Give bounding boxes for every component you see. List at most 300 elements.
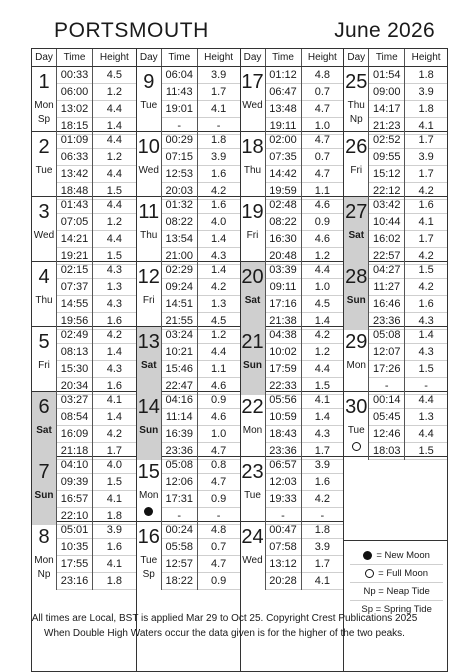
tide-height: 0.8	[198, 457, 240, 474]
tide-height: 4.3	[93, 296, 136, 313]
tide-table	[31, 48, 448, 672]
day-column	[240, 49, 344, 671]
tide-time: 11:27	[369, 279, 404, 296]
tide-time: 16:57	[57, 491, 92, 508]
tide-time: 21:00	[162, 248, 197, 265]
tide-time: 06:04	[162, 67, 197, 84]
tide-time: 16:09	[57, 426, 92, 443]
tide-time: 08:54	[57, 409, 92, 426]
tide-time: 23:36	[369, 313, 404, 330]
day-row	[137, 67, 240, 132]
heights-cell	[197, 457, 240, 525]
tide-height: 1.3	[93, 279, 136, 296]
day-row	[32, 522, 136, 587]
tide-height: 1.2	[93, 149, 136, 166]
day-number: 18	[241, 136, 264, 158]
tide-height: 3.9	[198, 67, 240, 84]
tide-height: 1.4	[405, 327, 447, 344]
day-number: 29	[345, 331, 368, 353]
tide-time: 02:49	[57, 327, 92, 344]
tide-height: 1.7	[302, 556, 344, 573]
heights-cell	[197, 522, 240, 590]
weekday: Sat	[348, 230, 365, 241]
column-header	[32, 49, 136, 67]
tide-time: 22:12	[369, 183, 404, 200]
tide-height: 0.9	[198, 392, 240, 409]
tide-time: 00:24	[162, 522, 197, 539]
tide-time: 10:44	[369, 214, 404, 231]
tide-time: 02:52	[369, 132, 404, 149]
tide-time: 13:12	[266, 556, 301, 573]
day-cell	[32, 67, 56, 135]
tide-time: 11:14	[162, 409, 197, 426]
day-row	[344, 392, 447, 457]
tide-time: 12:03	[266, 474, 301, 491]
weekday: Sun	[346, 295, 366, 306]
heights-cell	[92, 262, 136, 330]
weekday: Sun	[139, 425, 159, 436]
tide-time: 07:58	[266, 539, 301, 556]
weekday: Mon	[242, 425, 263, 436]
day-number: 28	[345, 266, 368, 288]
weekday: Tue	[347, 425, 365, 436]
tide-time: 18:43	[266, 426, 301, 443]
tide-time: 16:30	[266, 231, 301, 248]
day-cell	[137, 262, 161, 330]
tide-height: 1.6	[93, 313, 136, 330]
tide-height: 0.9	[302, 214, 344, 231]
tide-height: 4.7	[302, 166, 344, 183]
month-title: June 2026	[334, 19, 435, 42]
tide-time: 06:33	[57, 149, 92, 166]
tide-height: 1.4	[302, 313, 344, 330]
tide-time: 04:38	[266, 327, 301, 344]
times-cell	[265, 67, 301, 135]
tide-time: 02:00	[266, 132, 301, 149]
tide-height: 4.4	[405, 392, 447, 409]
times-cell	[265, 457, 301, 525]
tide-height: 1.5	[93, 183, 136, 200]
day-cell	[241, 132, 265, 200]
day-row	[344, 262, 447, 327]
column-header-time: Time	[368, 49, 404, 66]
tide-time: 19:21	[57, 248, 92, 265]
tide-height: 1.7	[405, 166, 447, 183]
tide-height: 4.7	[198, 474, 240, 491]
tide-time: 12:06	[162, 474, 197, 491]
day-number: 25	[345, 71, 368, 93]
tide-time: 17:55	[57, 556, 92, 573]
tide-time: 04:16	[162, 392, 197, 409]
weekday: Sun	[243, 360, 262, 371]
tide-height: 4.6	[302, 231, 344, 248]
tide-height: 4.1	[302, 573, 344, 590]
day-cell	[344, 67, 368, 135]
heights-cell	[197, 132, 240, 200]
tide-time: 10:59	[266, 409, 301, 426]
tide-height: 1.2	[93, 214, 136, 231]
column-header-height: Height	[92, 49, 136, 66]
tide-height: 4.8	[302, 67, 344, 84]
tide-time: 09:24	[162, 279, 197, 296]
tide-height: 4.7	[302, 101, 344, 118]
day-row	[241, 132, 344, 197]
times-cell	[56, 197, 92, 265]
full-moon-icon	[365, 569, 374, 578]
tide-height: 4.2	[302, 491, 344, 508]
tide-time: 23:36	[266, 443, 301, 460]
day-number: 15	[137, 461, 160, 483]
tide-time: 03:39	[266, 262, 301, 279]
place-title: PORTSMOUTH	[54, 19, 209, 42]
footer-note-double-high: When Double High Waters occur the data given is for the higher of the two peaks.	[44, 628, 405, 639]
day-row	[32, 67, 136, 132]
tide-height: 1.2	[198, 327, 240, 344]
tide-height: 1.5	[405, 443, 447, 460]
heights-cell	[301, 197, 344, 265]
day-number: 12	[137, 266, 160, 288]
tide-time: 06:00	[57, 84, 92, 101]
tide-height: 0.9	[198, 573, 240, 590]
tide-height: 4.5	[302, 296, 344, 313]
tide-height: 1.5	[93, 474, 136, 491]
tide-height: 4.7	[198, 443, 240, 460]
tide-time: 16:46	[369, 296, 404, 313]
day-number: 19	[241, 201, 264, 223]
day-row	[32, 132, 136, 197]
tide-height: 4.3	[405, 344, 447, 361]
times-cell	[161, 67, 197, 135]
column-header-height: Height	[197, 49, 240, 66]
tide-time: 18:22	[162, 573, 197, 590]
weekday: Wed	[242, 100, 263, 111]
tide-time: 22:10	[57, 508, 92, 525]
tide-time: 18:48	[57, 183, 92, 200]
tide-time: 22:47	[162, 378, 197, 395]
day-cell	[344, 197, 368, 265]
full-moon-icon	[352, 442, 361, 451]
tide-time: 05:08	[162, 457, 197, 474]
footer-note-bst: All times are Local, BST is applied Mar 29 to Oct 25. Copyright Crest Publications 2025	[31, 613, 418, 624]
tide-time: 19:59	[266, 183, 301, 200]
day-cell	[241, 392, 265, 460]
tide-time: 00:47	[266, 522, 301, 539]
tide-height: 4.7	[198, 556, 240, 573]
tide-height: 4.4	[405, 426, 447, 443]
tide-height: 4.1	[405, 118, 447, 135]
tide-height: 4.3	[198, 248, 240, 265]
tide-height: 4.8	[198, 522, 240, 539]
times-cell	[265, 522, 301, 590]
day-column	[136, 49, 240, 671]
heights-cell	[301, 327, 344, 395]
weekday: Fri	[350, 165, 363, 176]
day-row	[137, 457, 240, 522]
tide-height: 1.1	[302, 183, 344, 200]
tide-time: 15:30	[57, 361, 92, 378]
tide-height: 0.7	[302, 84, 344, 101]
tide-time: 17:26	[369, 361, 404, 378]
day-number: 10	[137, 136, 160, 158]
day-row	[137, 327, 240, 392]
tide-height: 1.8	[198, 132, 240, 149]
heights-cell	[197, 392, 240, 460]
tide-time: 14:55	[57, 296, 92, 313]
tide-time: 00:29	[162, 132, 197, 149]
tide-marker: Np	[349, 114, 363, 125]
weekday: Thu	[35, 295, 53, 306]
tide-height: 1.6	[405, 197, 447, 214]
day-cell	[32, 262, 56, 330]
tide-height: 4.0	[93, 457, 136, 474]
weekday: Mon	[34, 555, 54, 566]
tide-time: 13:54	[162, 231, 197, 248]
tide-height: 4.3	[302, 426, 344, 443]
legend-row-new-moon	[350, 547, 443, 565]
heights-cell	[197, 197, 240, 265]
tide-height: 4.1	[93, 556, 136, 573]
tide-height: 1.3	[405, 409, 447, 426]
weekday: Thu	[347, 100, 365, 111]
tide-height: 4.1	[93, 491, 136, 508]
times-cell	[265, 262, 301, 330]
tide-height: 0.9	[198, 491, 240, 508]
legend-text: Sp = Spring Tide	[361, 603, 432, 615]
day-cell	[241, 457, 265, 525]
day-number: 21	[241, 331, 264, 353]
column-header	[137, 49, 240, 67]
tide-height: 1.4	[198, 262, 240, 279]
tide-height: 4.4	[93, 166, 136, 183]
tide-height: 1.5	[93, 248, 136, 265]
day-row	[137, 132, 240, 197]
tide-height: 4.2	[405, 279, 447, 296]
legend-row-full-moon	[350, 565, 443, 583]
tide-height: 1.7	[93, 443, 136, 460]
day-column	[32, 49, 136, 671]
tide-height: 1.4	[93, 118, 136, 135]
tide-time: 05:01	[57, 522, 92, 539]
tide-time: 11:43	[162, 84, 197, 101]
tide-time: 18:03	[369, 443, 404, 460]
day-row	[32, 392, 136, 457]
tide-height: 4.3	[93, 262, 136, 279]
column-header-day: Day	[35, 52, 53, 63]
tide-height: -	[302, 508, 344, 525]
day-number: 8	[38, 526, 50, 548]
tide-time: 01:32	[162, 197, 197, 214]
day-cell	[137, 327, 161, 395]
tide-marker: Sp	[37, 114, 51, 125]
tide-time: 21:38	[266, 313, 301, 330]
tide-time: 01:12	[266, 67, 301, 84]
tide-height: 1.6	[93, 539, 136, 556]
tide-time: -	[162, 118, 197, 135]
day-row	[137, 392, 240, 457]
tide-height: 0.7	[302, 149, 344, 166]
times-cell	[161, 522, 197, 590]
tide-height: 1.7	[198, 84, 240, 101]
tide-time: 01:09	[57, 132, 92, 149]
column-header-time: Time	[161, 49, 197, 66]
tide-height: 4.2	[93, 426, 136, 443]
tide-time: 17:16	[266, 296, 301, 313]
tide-time: 19:11	[266, 118, 301, 135]
times-cell	[161, 197, 197, 265]
tide-time: 21:23	[369, 118, 404, 135]
tide-time: 06:57	[266, 457, 301, 474]
day-cell	[241, 67, 265, 135]
day-cell	[32, 457, 56, 525]
weekday: Mon	[346, 360, 366, 371]
tide-height: 4.1	[198, 101, 240, 118]
day-cell	[344, 327, 368, 395]
tide-time: 04:27	[369, 262, 404, 279]
tide-height: 1.5	[405, 361, 447, 378]
day-cell	[137, 132, 161, 200]
times-cell	[56, 327, 92, 395]
day-cell	[137, 67, 161, 135]
heights-cell	[301, 132, 344, 200]
heights-cell	[404, 392, 447, 460]
tide-height: 4.5	[198, 313, 240, 330]
day-number: 1	[38, 71, 50, 93]
tide-height: 3.9	[302, 539, 344, 556]
day-cell	[32, 132, 56, 200]
day-row	[241, 457, 344, 522]
day-number: 20	[241, 266, 264, 288]
tide-time: 10:02	[266, 344, 301, 361]
day-number: 27	[345, 201, 368, 223]
weekday: Tue	[140, 100, 158, 111]
tide-time: 00:33	[57, 67, 92, 84]
legend	[344, 541, 447, 671]
tide-height: 3.9	[405, 149, 447, 166]
column-header-day: Day	[243, 52, 262, 63]
tide-height: 1.6	[405, 296, 447, 313]
weekday: Tue	[140, 555, 158, 566]
tide-time: 19:56	[57, 313, 92, 330]
tide-time: 09:55	[369, 149, 404, 166]
day-number: 5	[38, 331, 50, 353]
tide-time: 20:03	[162, 183, 197, 200]
tide-height: 4.2	[405, 248, 447, 265]
tide-time: 03:42	[369, 197, 404, 214]
tide-height: -	[405, 378, 447, 395]
tide-height: 1.6	[198, 197, 240, 214]
heights-cell	[197, 327, 240, 395]
weekday: Fri	[38, 360, 50, 371]
day-row	[241, 392, 344, 457]
heights-cell	[92, 457, 136, 525]
day-number: 6	[38, 396, 50, 418]
tide-time: 05:56	[266, 392, 301, 409]
times-cell	[368, 327, 404, 395]
tide-height: 4.4	[302, 361, 344, 378]
times-cell	[265, 327, 301, 395]
times-cell	[265, 132, 301, 200]
tide-height: 1.8	[93, 508, 136, 525]
weekday: Mon	[139, 490, 159, 501]
day-row	[344, 132, 447, 197]
tide-height: 1.8	[302, 522, 344, 539]
day-column	[343, 49, 447, 671]
weekday: Sat	[140, 360, 157, 371]
tide-height: 4.2	[93, 327, 136, 344]
day-row	[241, 67, 344, 132]
tide-height: 1.4	[198, 231, 240, 248]
weekday: Fri	[246, 230, 259, 241]
day-row	[32, 262, 136, 327]
tide-time: 05:58	[162, 539, 197, 556]
tide-time: 18:15	[57, 118, 92, 135]
tide-height: 1.3	[198, 296, 240, 313]
heights-cell	[404, 67, 447, 135]
day-number: 30	[345, 396, 368, 418]
day-number: 14	[137, 396, 160, 418]
weekday: Fri	[142, 295, 155, 306]
tide-height: 4.4	[93, 132, 136, 149]
times-cell	[56, 392, 92, 460]
tide-height: 4.1	[93, 392, 136, 409]
heights-cell	[301, 522, 344, 590]
weekday: Sat	[244, 295, 261, 306]
day-number: 16	[137, 526, 160, 548]
day-cell	[137, 457, 161, 525]
tide-time: 15:46	[162, 361, 197, 378]
tide-time: 13:42	[57, 166, 92, 183]
tide-time: 02:48	[266, 197, 301, 214]
tide-time: 07:15	[162, 149, 197, 166]
tide-height: 0.7	[198, 539, 240, 556]
tide-time: 14:42	[266, 166, 301, 183]
times-cell	[368, 392, 404, 460]
tide-time: 14:21	[57, 231, 92, 248]
tide-height: 1.6	[93, 378, 136, 395]
tide-time: 20:34	[57, 378, 92, 395]
tide-time: 22:57	[369, 248, 404, 265]
day-row	[241, 262, 344, 327]
weekday: Tue	[244, 490, 261, 501]
heights-cell	[404, 197, 447, 265]
day-row	[241, 197, 344, 262]
legend-text: Np = Neap Tide	[363, 585, 430, 597]
tide-height: 4.3	[405, 313, 447, 330]
tide-height: 4.4	[302, 262, 344, 279]
tide-time: 06:47	[266, 84, 301, 101]
tide-time: 10:35	[57, 539, 92, 556]
tide-time: -	[162, 508, 197, 525]
tide-time: 19:01	[162, 101, 197, 118]
tide-time: 00:14	[369, 392, 404, 409]
heights-cell	[301, 457, 344, 525]
tide-time: 16:02	[369, 231, 404, 248]
day-row	[137, 522, 240, 587]
day-row	[344, 197, 447, 262]
tide-time: 21:18	[57, 443, 92, 460]
day-row	[32, 327, 136, 392]
day-cell	[137, 197, 161, 265]
day-row	[137, 197, 240, 262]
day-number: 11	[138, 201, 160, 223]
tide-time: 08:22	[266, 214, 301, 231]
times-cell	[56, 457, 92, 525]
times-cell	[161, 457, 197, 525]
day-number: 23	[241, 461, 264, 483]
tide-height: 3.9	[302, 457, 344, 474]
day-cell	[241, 522, 265, 590]
tide-height: 4.5	[93, 67, 136, 84]
